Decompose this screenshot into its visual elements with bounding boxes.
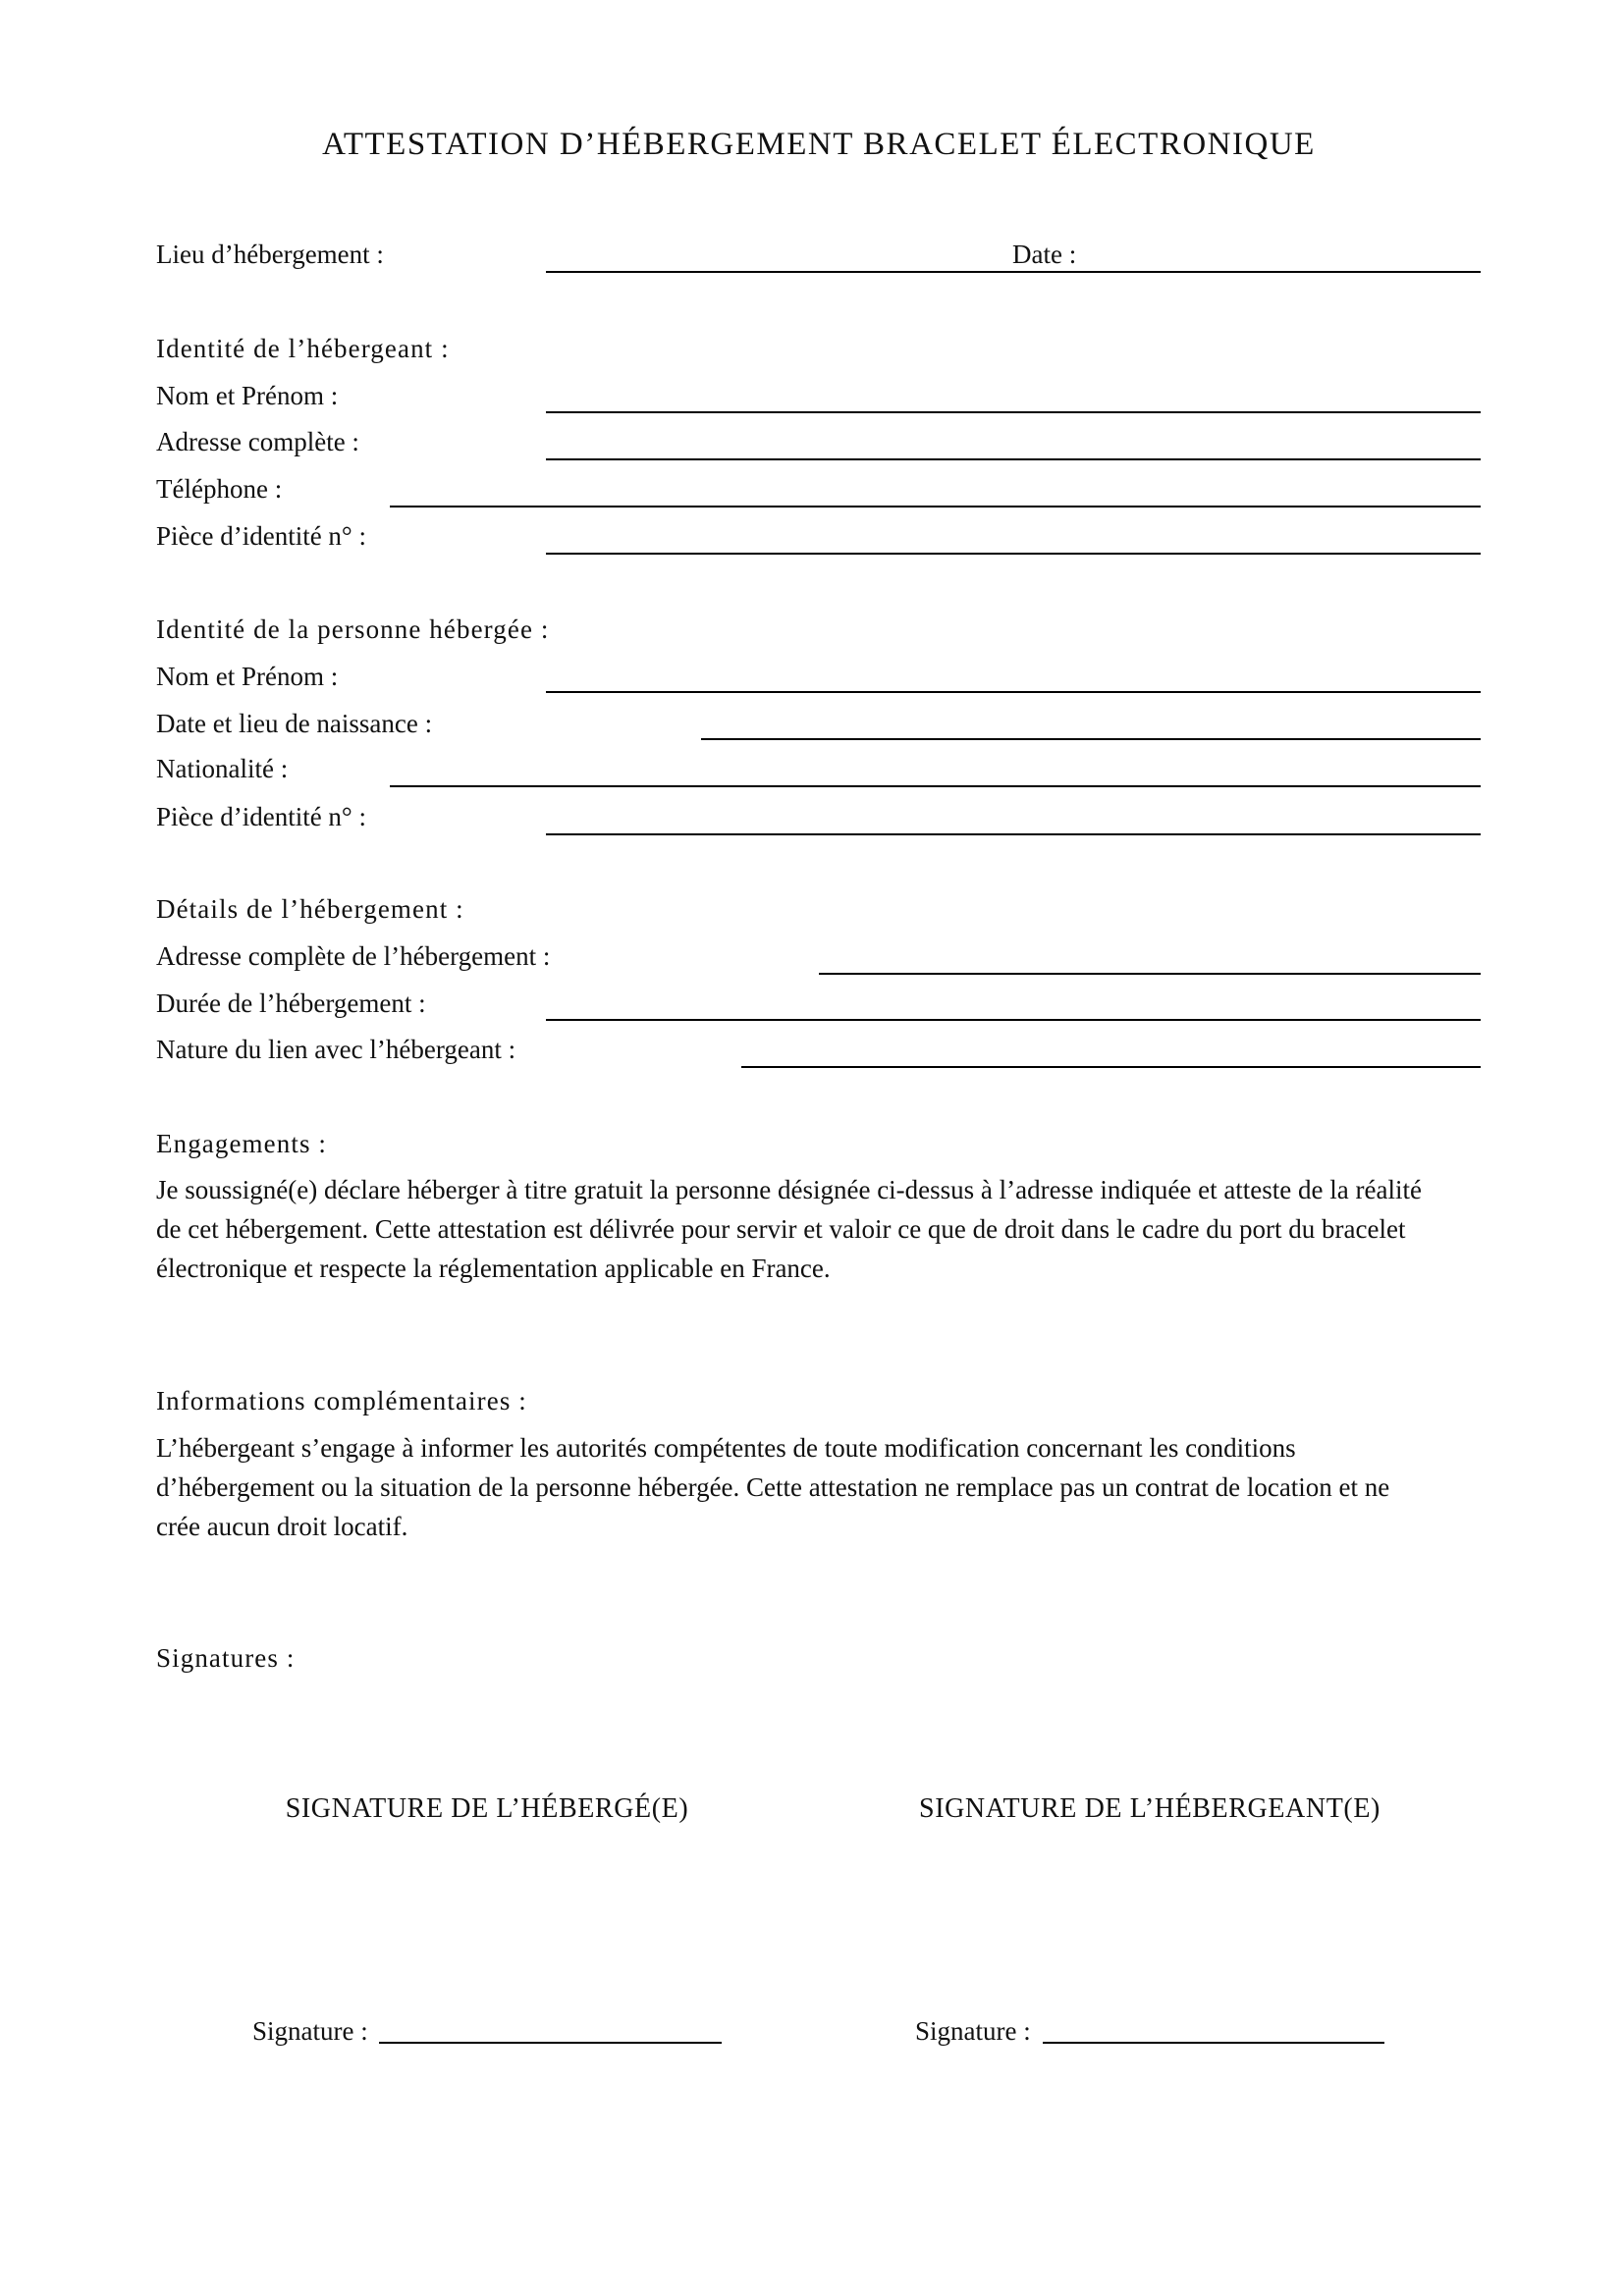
host-address-field[interactable] — [546, 458, 1481, 460]
lodging-relation-field[interactable] — [741, 1066, 1481, 1068]
additional-info-line: d’hébergement ou la situation de la personne hébergée. Cette attestation ne remplace pas un contrat de location et ne — [156, 1472, 1390, 1502]
host-address-label: Adresse complète : — [156, 427, 359, 456]
lodging-duration-label: Durée de l’hébergement : — [156, 988, 426, 1018]
commitments-heading: Engagements : — [156, 1129, 328, 1158]
lodging-relation-label: Nature du lien avec l’hébergeant : — [156, 1035, 516, 1064]
date-field[interactable] — [1009, 271, 1481, 273]
guest-section-heading: Identité de la personne hébergée : — [156, 614, 550, 644]
place-label: Lieu d’hébergement : — [156, 240, 384, 269]
guest-signature-field[interactable] — [379, 2042, 722, 2044]
host-signature-title: SIGNATURE DE L’HÉBERGEANT(E) — [919, 1793, 1380, 1824]
host-name-field[interactable] — [546, 411, 1481, 413]
guest-name-field[interactable] — [546, 691, 1481, 693]
commitments-line: de cet hébergement. Cette attestation est délivrée pour servir et valoir ce que de droit dans le cadre du port du bracelet — [156, 1214, 1406, 1244]
host-signature-field[interactable] — [1043, 2042, 1384, 2044]
commitments-line: électronique et respecte la réglementation applicable en France. — [156, 1254, 831, 1283]
lodging-duration-field[interactable] — [546, 1019, 1481, 1021]
commitments-line: Je soussigné(e) déclare héberger à titre gratuit la personne désignée ci-dessus à l’adresse indiquée et atteste de la réalité — [156, 1175, 1422, 1204]
lodging-section-heading: Détails de l’hébergement : — [156, 894, 464, 924]
lodging-address-field[interactable] — [819, 973, 1481, 975]
place-field[interactable] — [546, 271, 1009, 273]
additional-info-line: crée aucun droit locatif. — [156, 1512, 408, 1541]
additional-info-heading: Informations complémentaires : — [156, 1386, 527, 1415]
guest-signature-title: SIGNATURE DE L’HÉBERGÉ(E) — [285, 1793, 689, 1824]
additional-info-paragraph — [156, 1428, 1389, 1546]
commitments-paragraph — [156, 1170, 1422, 1288]
guest-birth-label: Date et lieu de naissance : — [156, 709, 433, 738]
host-name-label: Nom et Prénom : — [156, 381, 339, 410]
additional-info-line: L’hébergeant s’engage à informer les autorités compétentes de toute modification concernant les conditions — [156, 1433, 1296, 1463]
host-phone-label: Téléphone : — [156, 474, 283, 504]
guest-signature-label: Signature : — [252, 2016, 368, 2046]
guest-id-label: Pièce d’identité n° : — [156, 802, 366, 831]
host-signature-label: Signature : — [915, 2016, 1031, 2046]
date-label: Date : — [1012, 240, 1077, 269]
guest-id-field[interactable] — [546, 833, 1481, 835]
signatures-heading: Signatures : — [156, 1643, 296, 1673]
guest-nationality-field[interactable] — [390, 785, 1481, 787]
lodging-address-label: Adresse complète de l’hébergement : — [156, 941, 551, 971]
host-section-heading: Identité de l’hébergeant : — [156, 334, 450, 363]
host-id-label: Pièce d’identité n° : — [156, 521, 366, 551]
document-title: ATTESTATION D’HÉBERGEMENT BRACELET ÉLECTRONIQUE — [322, 127, 1316, 162]
guest-birth-field[interactable] — [701, 738, 1481, 740]
guest-nationality-label: Nationalité : — [156, 754, 289, 783]
host-phone-field[interactable] — [390, 506, 1481, 507]
host-id-field[interactable] — [546, 553, 1481, 555]
guest-name-label: Nom et Prénom : — [156, 662, 339, 691]
